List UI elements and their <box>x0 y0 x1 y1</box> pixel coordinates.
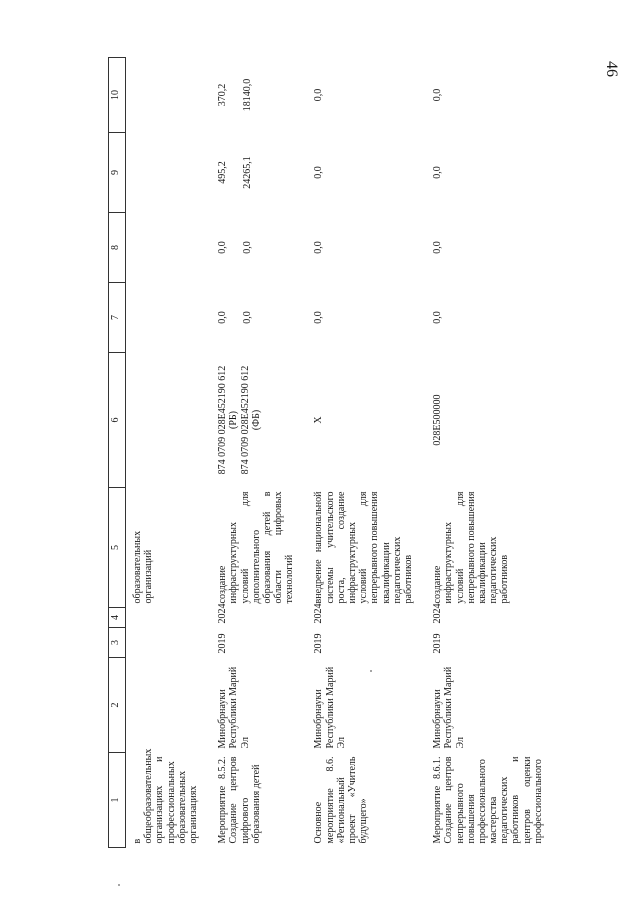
col-header-4: 4 <box>109 608 126 628</box>
cell-value-9: 0,0 <box>313 166 325 179</box>
value-rb: 370,2 <box>217 83 229 107</box>
table-row <box>126 58 212 848</box>
cell-result: создание инфраструктурных условий для непрерывного повышения квалификации педагогических работников <box>432 491 511 604</box>
cell-executor <box>126 658 212 753</box>
table-row <box>426 58 556 848</box>
value-rb: 495,2 <box>217 161 229 184</box>
cell-result: создание инфраструктурных условий для дополнительного образования детей в области цифровых технологий <box>217 491 296 604</box>
cell-end-year: 2024 <box>217 603 229 624</box>
cell-end-year: 2024 <box>313 603 325 624</box>
cell-value-7: 0,0 <box>313 311 325 324</box>
value-fb: 18140,0 <box>242 78 254 112</box>
cell-code: 028E500000 <box>432 394 444 446</box>
cell-value-8: 0,0 <box>313 241 325 254</box>
scan-speck <box>370 670 372 672</box>
cell-value-7 <box>126 283 212 353</box>
cell-start-year: 2019 <box>217 633 229 654</box>
value-rb: 0,0 <box>217 311 229 324</box>
col-header-5: 5 <box>109 488 126 608</box>
cell-executor: Минобрнауки Республики Марий Эл <box>313 666 347 749</box>
cell-value-10: 0,0 <box>313 88 325 102</box>
cell-end-year <box>126 608 212 628</box>
cell-code: X <box>313 416 325 424</box>
cell-start-year: 2019 <box>313 633 325 654</box>
page-number: 46 <box>603 61 620 77</box>
table-row <box>307 58 426 848</box>
value-rb: 0,0 <box>217 241 229 254</box>
col-header-8: 8 <box>109 213 126 283</box>
budget-code-rb: 874 0709 028E452190 612 (РБ) <box>217 365 240 475</box>
cell-activity: Мероприятие 8.6.1. Создание центров непрерывного повышения профессионального мастерства педагогических работников и центров оценки профессионального <box>432 756 544 844</box>
value-fb: 24265,1 <box>242 156 254 189</box>
budget-table <box>108 57 556 848</box>
col-header-1: 1 <box>109 753 126 848</box>
cell-value-8: 0,0 <box>432 241 444 254</box>
cell-value-9: 0,0 <box>432 166 444 179</box>
col-header-6: 6 <box>109 353 126 488</box>
col-header-7: 7 <box>109 283 126 353</box>
cell-value-10: 0,0 <box>432 88 444 102</box>
cell-start-year <box>126 628 212 658</box>
cell-activity: Мероприятие 8.5.2. Создание центров цифрового образования детей <box>217 756 262 844</box>
header-row <box>109 58 126 848</box>
value-fb: 0,0 <box>242 311 254 324</box>
col-header-9: 9 <box>109 133 126 213</box>
budget-table-container <box>108 58 628 848</box>
cell-result: внедрение национальной системы учительского роста, создание инфраструктурных условий для непрерывного повышения квалификации педагогических работников <box>313 491 414 604</box>
col-header-2: 2 <box>109 658 126 753</box>
budget-code-fb: 874 0709 028E452190 612 (ФБ) <box>239 365 262 475</box>
value-fb: 0,0 <box>242 241 254 254</box>
cell-value-10 <box>126 58 212 133</box>
cell-value-10 <box>211 58 307 133</box>
cell-start-year: 2019 <box>432 633 444 654</box>
scan-speck <box>118 884 120 886</box>
cell-value-8 <box>126 213 212 283</box>
col-header-10: 10 <box>109 58 126 133</box>
cell-code <box>126 353 212 488</box>
cell-end-year: 2024 <box>432 603 444 624</box>
table-row <box>211 58 307 848</box>
cell-value-9 <box>211 133 307 213</box>
cell-executor: Минобрнауки Республики Марий Эл <box>217 666 251 749</box>
cell-value-7: 0,0 <box>432 311 444 324</box>
cell-result: образовательных организаций <box>132 530 155 604</box>
cell-activity: Основное мероприятие 8.6. «Региональный проект «Учитель будущего» <box>313 756 370 844</box>
cell-executor: Минобрнауки Республики Марий Эл <box>432 666 466 749</box>
cell-code <box>211 353 307 488</box>
cell-activity: в общеобразовательных организациях и профессиональных образовательных организациях <box>132 748 199 844</box>
cell-value-7 <box>211 283 307 353</box>
cell-value-9 <box>126 133 212 213</box>
col-header-3: 3 <box>109 628 126 658</box>
cell-value-8 <box>211 213 307 283</box>
